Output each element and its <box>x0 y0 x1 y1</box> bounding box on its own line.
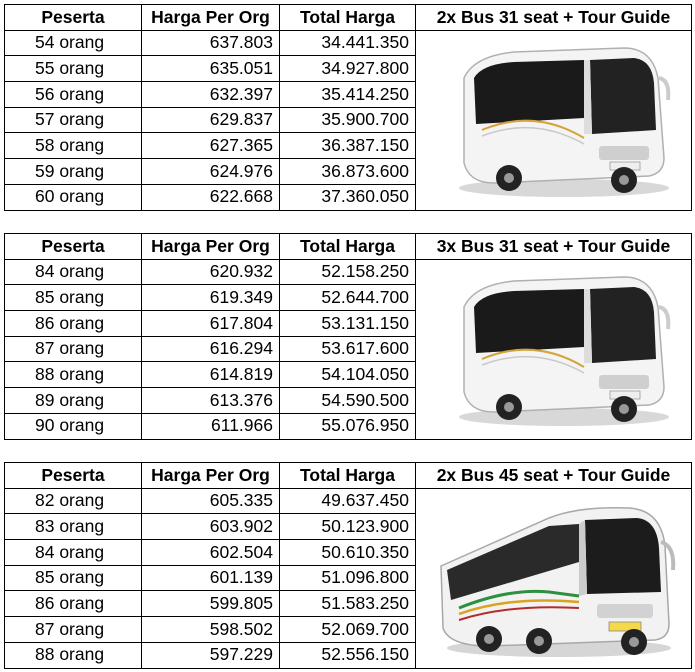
peserta-cell: 59 orang <box>5 159 142 185</box>
bus-image-cell <box>416 488 692 668</box>
vehicle-title: 2x Bus 45 seat + Tour Guide <box>416 463 692 489</box>
header-total: Total Harga <box>280 234 416 260</box>
total-cell: 35.900.700 <box>280 107 416 133</box>
total-cell: 52.158.250 <box>280 259 416 285</box>
header-peserta: Peserta <box>5 5 142 31</box>
peserta-cell: 90 orang <box>5 413 142 439</box>
total-cell: 50.123.900 <box>280 514 416 540</box>
harga-cell: 616.294 <box>142 336 280 362</box>
harga-cell: 597.229 <box>142 642 280 668</box>
price-table-3x-bus-31 <box>4 233 691 440</box>
peserta-cell: 60 orang <box>5 184 142 210</box>
header-row <box>5 463 692 489</box>
harga-cell: 635.051 <box>142 56 280 82</box>
bus-image-cell <box>416 30 692 210</box>
header-harga: Harga Per Org <box>142 5 280 31</box>
peserta-cell: 88 orang <box>5 642 142 668</box>
total-cell: 36.873.600 <box>280 159 416 185</box>
price-table <box>4 233 692 440</box>
table-row <box>5 488 692 514</box>
harga-cell: 620.932 <box>142 259 280 285</box>
header-total: Total Harga <box>280 5 416 31</box>
harga-cell: 598.502 <box>142 617 280 643</box>
total-cell: 54.590.500 <box>280 388 416 414</box>
total-cell: 54.104.050 <box>280 362 416 388</box>
peserta-cell: 89 orang <box>5 388 142 414</box>
total-cell: 53.617.600 <box>280 336 416 362</box>
peserta-cell: 86 orang <box>5 591 142 617</box>
header-harga: Harga Per Org <box>142 234 280 260</box>
header-row <box>5 234 692 260</box>
header-harga: Harga Per Org <box>142 463 280 489</box>
peserta-cell: 85 orang <box>5 565 142 591</box>
total-cell: 51.583.250 <box>280 591 416 617</box>
harga-cell: 637.803 <box>142 30 280 56</box>
harga-cell: 613.376 <box>142 388 280 414</box>
peserta-cell: 82 orang <box>5 488 142 514</box>
total-cell: 55.076.950 <box>280 413 416 439</box>
header-row <box>5 5 692 31</box>
price-table-2x-bus-45 <box>4 462 691 669</box>
large-coach-bus-icon <box>429 496 679 661</box>
total-cell: 51.096.800 <box>280 565 416 591</box>
total-cell: 52.644.700 <box>280 285 416 311</box>
harga-cell: 605.335 <box>142 488 280 514</box>
harga-cell: 629.837 <box>142 107 280 133</box>
harga-cell: 614.819 <box>142 362 280 388</box>
peserta-cell: 58 orang <box>5 133 142 159</box>
total-cell: 34.927.800 <box>280 56 416 82</box>
price-table <box>4 462 692 669</box>
peserta-cell: 88 orang <box>5 362 142 388</box>
header-total: Total Harga <box>280 463 416 489</box>
white-minibus-icon <box>434 38 674 203</box>
header-peserta: Peserta <box>5 463 142 489</box>
bus-image-cell <box>416 259 692 439</box>
peserta-cell: 86 orang <box>5 311 142 337</box>
harga-cell: 619.349 <box>142 285 280 311</box>
peserta-cell: 57 orang <box>5 107 142 133</box>
header-peserta: Peserta <box>5 234 142 260</box>
peserta-cell: 87 orang <box>5 617 142 643</box>
total-cell: 35.414.250 <box>280 82 416 108</box>
peserta-cell: 84 orang <box>5 540 142 566</box>
white-minibus-icon <box>434 267 674 432</box>
total-cell: 50.610.350 <box>280 540 416 566</box>
peserta-cell: 54 orang <box>5 30 142 56</box>
total-cell: 37.360.050 <box>280 184 416 210</box>
vehicle-title: 2x Bus 31 seat + Tour Guide <box>416 5 692 31</box>
peserta-cell: 87 orang <box>5 336 142 362</box>
harga-cell: 624.976 <box>142 159 280 185</box>
total-cell: 53.131.150 <box>280 311 416 337</box>
total-cell: 49.637.450 <box>280 488 416 514</box>
price-table <box>4 4 692 211</box>
table-row <box>5 30 692 56</box>
harga-cell: 603.902 <box>142 514 280 540</box>
total-cell: 52.556.150 <box>280 642 416 668</box>
table-row <box>5 259 692 285</box>
peserta-cell: 83 orang <box>5 514 142 540</box>
total-cell: 52.069.700 <box>280 617 416 643</box>
vehicle-title: 3x Bus 31 seat + Tour Guide <box>416 234 692 260</box>
harga-cell: 602.504 <box>142 540 280 566</box>
peserta-cell: 55 orang <box>5 56 142 82</box>
peserta-cell: 84 orang <box>5 259 142 285</box>
harga-cell: 632.397 <box>142 82 280 108</box>
harga-cell: 627.365 <box>142 133 280 159</box>
harga-cell: 622.668 <box>142 184 280 210</box>
total-cell: 36.387.150 <box>280 133 416 159</box>
harga-cell: 617.804 <box>142 311 280 337</box>
harga-cell: 601.139 <box>142 565 280 591</box>
harga-cell: 599.805 <box>142 591 280 617</box>
price-table-2x-bus-31 <box>4 4 691 211</box>
peserta-cell: 85 orang <box>5 285 142 311</box>
peserta-cell: 56 orang <box>5 82 142 108</box>
total-cell: 34.441.350 <box>280 30 416 56</box>
harga-cell: 611.966 <box>142 413 280 439</box>
